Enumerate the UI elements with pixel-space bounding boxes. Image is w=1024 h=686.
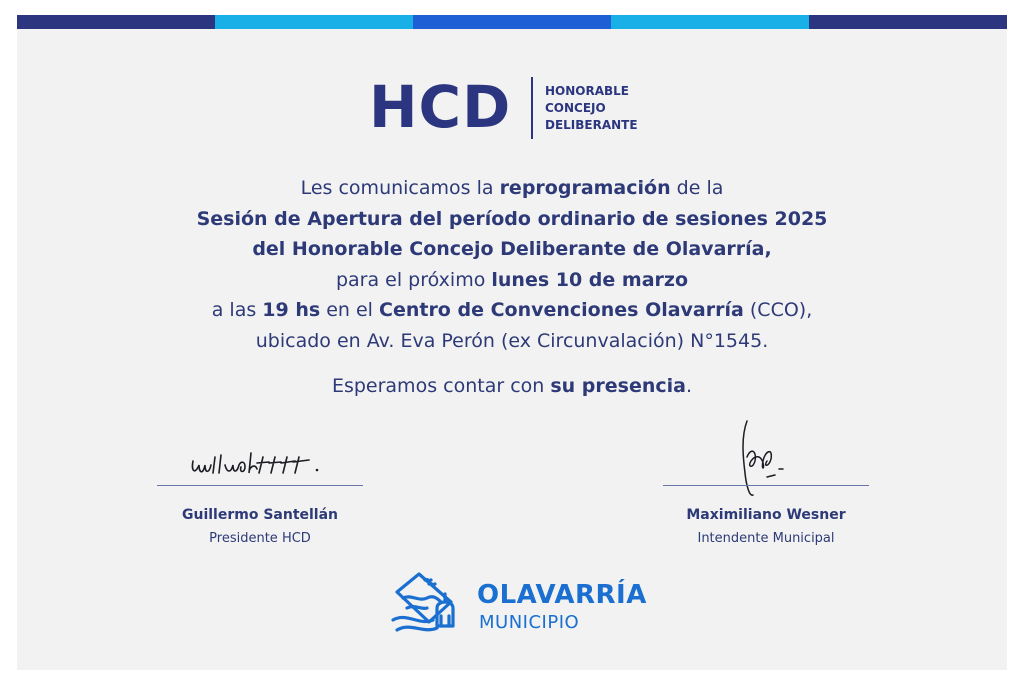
city-emblem-icon — [389, 568, 469, 638]
signer-name: Maximiliano Wesner — [686, 507, 846, 523]
signer-role: Intendente Municipal — [697, 531, 835, 546]
text-span: (CCO), — [743, 299, 813, 321]
emphasis-presence: su presencia — [550, 375, 686, 397]
signature-line — [663, 485, 869, 486]
hcd-acronym: HCD — [369, 73, 512, 141]
event-venue: Centro de Convenciones Olavarría — [379, 299, 744, 321]
session-title: Sesión de Apertura del período ordinario de sesiones 2025 — [196, 207, 828, 230]
hcd-full-name — [545, 83, 638, 134]
signer-role: Presidente HCD — [209, 531, 311, 546]
message-line — [17, 265, 1007, 296]
message-line — [17, 234, 1007, 265]
announcement-text — [17, 173, 1007, 402]
event-date: lunes 10 de marzo — [491, 268, 689, 291]
message-line — [17, 295, 1007, 326]
council-name: del Honorable Concejo Deliberante de Olavarría, — [252, 238, 772, 260]
message-line — [17, 204, 1007, 235]
logo-subtitle: MUNICIPIO — [479, 612, 580, 633]
stripe-navy — [809, 15, 1007, 29]
signer-name: Guillermo Santellán — [181, 507, 339, 523]
event-time: 19 hs — [262, 299, 321, 321]
text-span: para el próximo — [335, 268, 492, 291]
text-span: Les comunicamos la — [300, 177, 500, 199]
logo-divider — [531, 77, 533, 139]
hcd-name-line: CONCEJO — [545, 101, 606, 115]
hcd-name-line: DELIBERANTE — [545, 118, 638, 132]
logo-city-name: OLAVARRÍA — [477, 580, 647, 610]
signature-line — [157, 485, 363, 486]
olavarria-municipio-logo — [389, 568, 649, 638]
text-span: a las — [211, 299, 263, 321]
spacer — [17, 356, 1007, 371]
text-span: en el — [320, 299, 379, 321]
invitation-card — [17, 15, 1007, 670]
message-line — [17, 173, 1007, 204]
emphasis-rescheduling: reprogramación — [499, 177, 671, 199]
top-color-stripes — [17, 15, 1007, 29]
stripe-cyan — [215, 15, 413, 29]
hcd-logo — [369, 73, 669, 147]
stripe-blue — [413, 15, 611, 29]
text-span: Esperamos contar con — [331, 375, 551, 397]
handwritten-signature-icon — [187, 443, 357, 483]
message-line — [17, 371, 1007, 402]
text-span: de la — [670, 177, 724, 199]
stripe-navy — [17, 15, 215, 29]
text-span: . — [685, 375, 693, 397]
hcd-name-line: HONORABLE — [545, 84, 630, 98]
stripe-cyan — [611, 15, 809, 29]
message-line: ubicado en Av. Eva Perón (ex Circunvalación) N°1545. — [255, 329, 769, 352]
